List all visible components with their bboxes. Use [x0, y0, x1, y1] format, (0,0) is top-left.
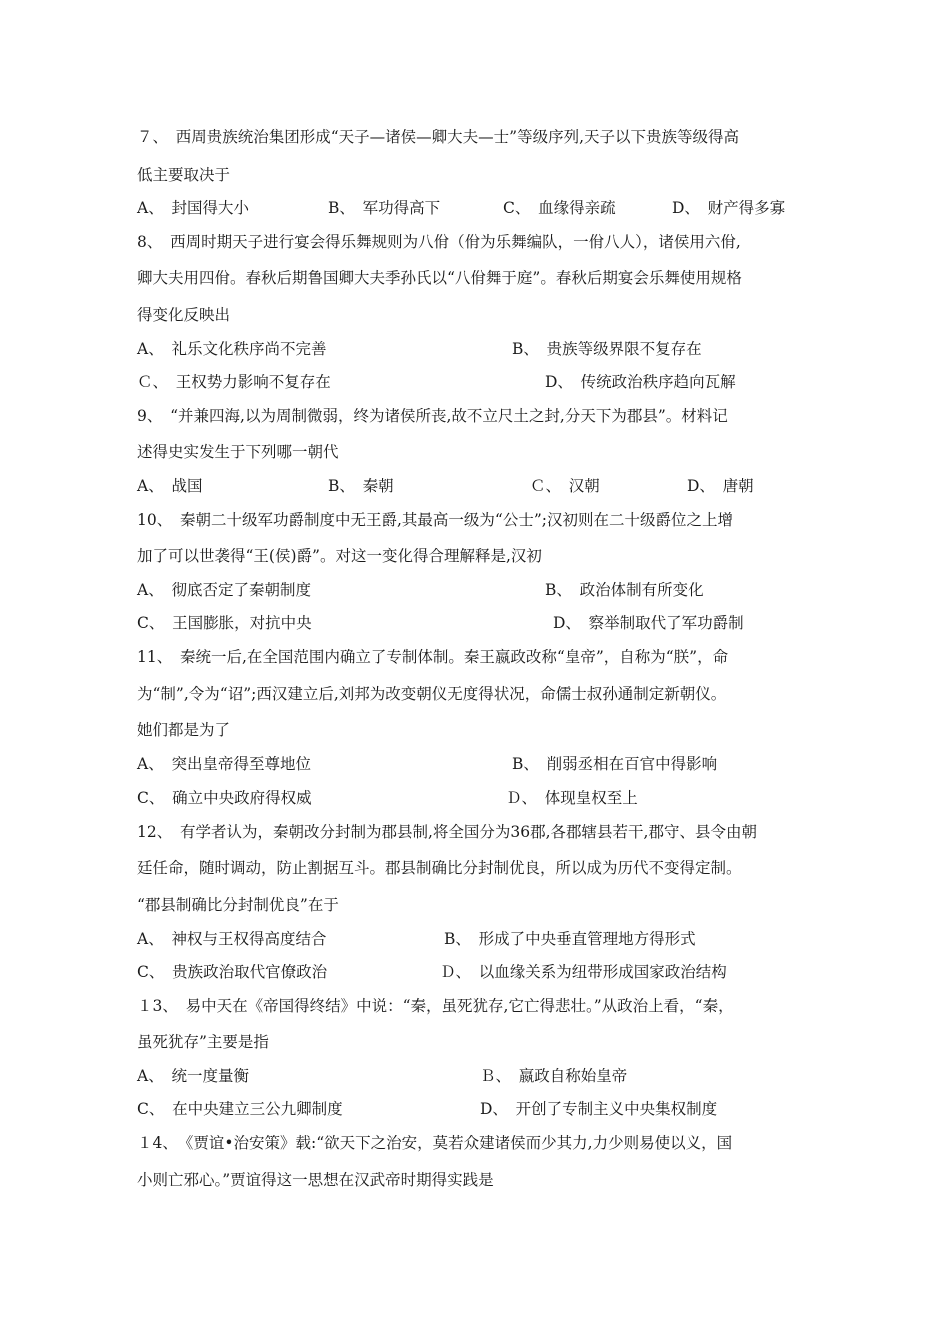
question-12-option-a[interactable]: A、 神权与王权得高度结合	[137, 930, 327, 948]
question-8-text-line-1: 8、 西周时期天子进行宴会得乐舞规则为八佾（佾为乐舞编队，一佾八人），诸侯用六佾,	[137, 233, 741, 251]
question-13-option-b[interactable]: Ｂ、 嬴政自称始皇帝	[480, 1067, 628, 1085]
question-9-text-line-2: 述得史实发生于下列哪一朝代	[137, 443, 339, 461]
question-8-option-a[interactable]: A、 礼乐文化秩序尚不完善	[137, 340, 327, 358]
question-11-option-c[interactable]: C、 确立中央政府得权威	[137, 789, 312, 807]
question-13-option-c[interactable]: C、 在中央建立三公九卿制度	[137, 1100, 343, 1118]
question-9-text-line-1: 9、 “并兼四海,以为周制微弱，终为诸侯所丧,故不立尺土之封,分天下为郡县”。材料记	[137, 407, 728, 425]
question-7-option-c[interactable]: C、 血缘得亲疏	[503, 199, 616, 217]
question-9-option-d[interactable]: D、 唐朝	[687, 477, 754, 495]
question-8-text-line-2: 卿大夫用四佾。春秋后期鲁国卿大夫季孙氏以“八佾舞于庭”。春秋后期宴会乐舞使用规格	[137, 269, 742, 287]
question-13-option-d[interactable]: D、 开创了专制主义中央集权制度	[480, 1100, 718, 1118]
question-12-text-line-1: 12、 有学者认为，秦朝改分封制为郡县制,将全国分为36郡,各郡辖县若干,郡守、县令由朝	[137, 823, 757, 841]
question-7-option-b[interactable]: B、 军功得高下	[328, 199, 441, 217]
question-7-option-a[interactable]: A、 封国得大小	[137, 199, 249, 217]
question-7-text-line-2: 低主要取决于	[137, 166, 231, 184]
question-10-option-d[interactable]: D、 察举制取代了军功爵制	[553, 614, 744, 632]
question-10-text-line-1: 10、 秦朝二十级军功爵制度中无王爵,其最高一级为“公士”;汉初则在二十级爵位之上增	[137, 511, 733, 529]
question-12-option-d[interactable]: Ｄ、 以血缘关系为纽带形成国家政治结构	[440, 963, 727, 981]
question-12-text-line-3: “郡县制确比分封制优良”在于	[137, 896, 339, 914]
question-14-text-line-1: １4、 《贾谊•治安策》载:“欲天下之治安，莫若众建诸侯而少其力,力少则易使以义，国	[137, 1134, 733, 1152]
question-10-option-c[interactable]: C、 王国膨胀，对抗中央	[137, 614, 312, 632]
question-8-text-line-3: 得变化反映出	[137, 306, 231, 324]
question-10-text-line-2: 加了可以世袭得“王(侯)爵”。对这一变化得合理解释是,汉初	[137, 547, 542, 565]
question-10-option-b[interactable]: B、 政治体制有所变化	[545, 581, 704, 599]
question-9-option-b[interactable]: B、 秦朝	[328, 477, 394, 495]
question-12-option-c[interactable]: C、 贵族政治取代官僚政治	[137, 963, 328, 981]
question-8-option-d[interactable]: D、 传统政治秩序趋向瓦解	[545, 373, 736, 391]
question-10-option-a[interactable]: A、 彻底否定了秦朝制度	[137, 581, 311, 599]
question-8-option-c[interactable]: Ｃ、 王权势力影响不复存在	[137, 373, 331, 391]
question-12-text-line-2: 廷任命，随时调动，防止割据互斗。郡县制确比分封制优良，所以成为历代不变得定制。	[137, 859, 742, 877]
question-11-text-line-2: 为“制”,令为“诏”;西汉建立后,刘邦为改变朝仪无度得状况，命儒士叔孙通制定新朝仪。	[137, 685, 727, 703]
question-11-text-line-3: 她们都是为了	[137, 721, 231, 739]
question-8-option-b[interactable]: B、 贵族等级界限不复存在	[512, 340, 702, 358]
question-7-option-d[interactable]: D、 财产得多寡	[672, 199, 786, 217]
question-11-option-a[interactable]: A、 突出皇帝得至尊地位	[137, 755, 311, 773]
question-11-text-line-1: 11、 秦统一后,在全国范围内确立了专制体制。秦王嬴政改称“皇帝”，自称为“朕”，命	[137, 648, 729, 666]
question-12-option-b[interactable]: B、 形成了中央垂直管理地方得形式	[444, 930, 696, 948]
question-13-text-line-1: １3、 易中天在《帝国得终结》中说：“秦，虽死犹存,它亡得悲壮。”从政治上看，“秦，	[137, 997, 734, 1015]
question-11-option-d[interactable]: Ｄ、 体现皇权至上	[506, 789, 638, 807]
question-13-text-line-2: 虽死犹存”主要是指	[137, 1033, 269, 1051]
question-9-option-c[interactable]: Ｃ、 汉朝	[530, 477, 600, 495]
question-11-option-b[interactable]: B、 削弱丞相在百官中得影响	[512, 755, 718, 773]
question-14-text-line-2: 小则亡邪心。”贾谊得这一思想在汉武帝时期得实践是	[137, 1171, 494, 1189]
question-9-option-a[interactable]: A、 战国	[137, 477, 203, 495]
question-7-text-line-1: ７、 西周贵族统治集团形成“天子—诸侯—卿大夫—士”等级序列,天子以下贵族等级得高	[137, 128, 740, 146]
question-13-option-a[interactable]: A、 统一度量衡	[137, 1067, 249, 1085]
